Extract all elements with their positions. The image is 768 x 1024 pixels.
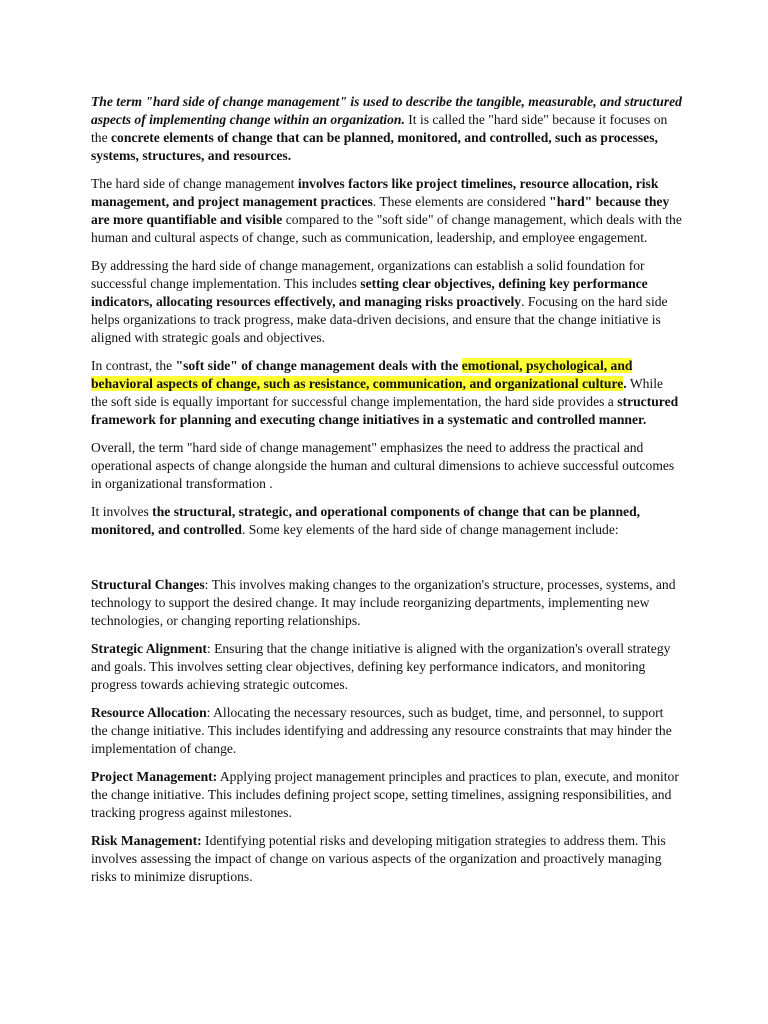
paragraph xyxy=(91,93,683,165)
paragraph xyxy=(91,357,683,429)
text-run: Overall, the term "hard side of change management" emphasizes the need to address the practical and operational aspects of change alongside the human and cultural dimensions to achieve successful outcomes in organizational transformation . xyxy=(91,440,675,491)
highlighted-text: emotional, psychological, and behavioral aspects of change, such as resistance, communication, and organizational culture xyxy=(91,358,633,391)
text-run: While the soft side is equally important for successful change implementation, the hard side provides a xyxy=(91,376,664,409)
text-run: In contrast, the xyxy=(91,358,176,373)
text-run: Applying project management principles and practices to plan, execute, and monitor the change initiative. This includes defining project scope, setting timelines, assigning responsibilities, and tracking progress against milestones. xyxy=(91,769,679,820)
text-run: It is called the "hard side" because it focuses on the xyxy=(91,112,668,145)
text-run: : Ensuring that the change initiative is aligned with the organization's overall strategy and goals. This involves setting clear objectives, defining key performance indicators, and monitoring progress towards achieving strategic outcomes. xyxy=(91,641,671,692)
text-run: By addressing the hard side of change management, organizations can establish a solid foundation for successful change implementation. This includes xyxy=(91,258,645,291)
text-run: "soft side" of change management deals with the xyxy=(175,358,462,373)
text-run: Strategic Alignment xyxy=(91,641,207,656)
paragraph xyxy=(91,257,683,347)
paragraph xyxy=(91,832,683,886)
text-run: Resource Allocation xyxy=(91,705,207,720)
text-run: structured framework for planning and executing change initiatives in a systematic and controlled manner. xyxy=(91,394,679,427)
text-run: the structural, strategic, and operational components of change that can be planned, monitored, and controlled xyxy=(91,504,641,537)
text-run: : This involves making changes to the organization's structure, processes, systems, and technology to support the desired change. It may include reorganizing departments, implementing new technologies, or changing reporting relationships. xyxy=(91,577,676,628)
text-run: The hard side of change management xyxy=(91,176,298,191)
paragraph xyxy=(91,768,683,822)
text-run: Identifying potential risks and developing mitigation strategies to address them. This involves assessing the impact of change on various aspects of the organization and proactively managing risks to minimize disruptions. xyxy=(91,833,666,884)
text-run: . These elements are considered xyxy=(372,194,550,209)
text-run: Structural Changes xyxy=(91,577,205,592)
paragraph xyxy=(91,576,683,630)
text-run: "hard" because they are more quantifiable and visible xyxy=(91,194,670,227)
text-run: . xyxy=(623,376,627,391)
text-run: It involves xyxy=(91,504,153,519)
paragraph xyxy=(91,439,683,493)
text-run: setting clear objectives, defining key performance indicators, allocating resources effectively, and managing risks proactively xyxy=(91,276,648,309)
paragraph xyxy=(91,503,683,539)
paragraph xyxy=(91,175,683,247)
paragraph xyxy=(91,640,683,694)
text-run: compared to the "soft side" of change management, which deals with the human and cultural aspects of change, such as communication, leadership, and employee engagement. xyxy=(91,212,682,245)
text-run: The term "hard side of change management" is used to describe the tangible, measurable, and structured aspects of implementing change within an organization. xyxy=(91,94,682,127)
text-run: . Some key elements of the hard side of change management include: xyxy=(241,522,619,537)
text-run: : Allocating the necessary resources, such as budget, time, and personnel, to support the change initiative. This includes identifying and addressing any resource constraints that may hinder the implementation of change. xyxy=(91,705,672,756)
text-run: Project Management: xyxy=(91,769,218,784)
document-body xyxy=(91,93,683,896)
text-run: concrete elements of change that can be planned, monitored, and controlled, such as processes, systems, structures, and resources. xyxy=(91,130,658,163)
text-run: Risk Management: xyxy=(91,833,202,848)
text-run: . Focusing on the hard side helps organizations to track progress, make data-driven decisions, and ensure that the change initiative is aligned with strategic goals and objectives. xyxy=(91,294,668,345)
paragraph xyxy=(91,704,683,758)
text-run: involves factors like project timelines, resource allocation, risk management, and project management practices xyxy=(91,176,659,209)
